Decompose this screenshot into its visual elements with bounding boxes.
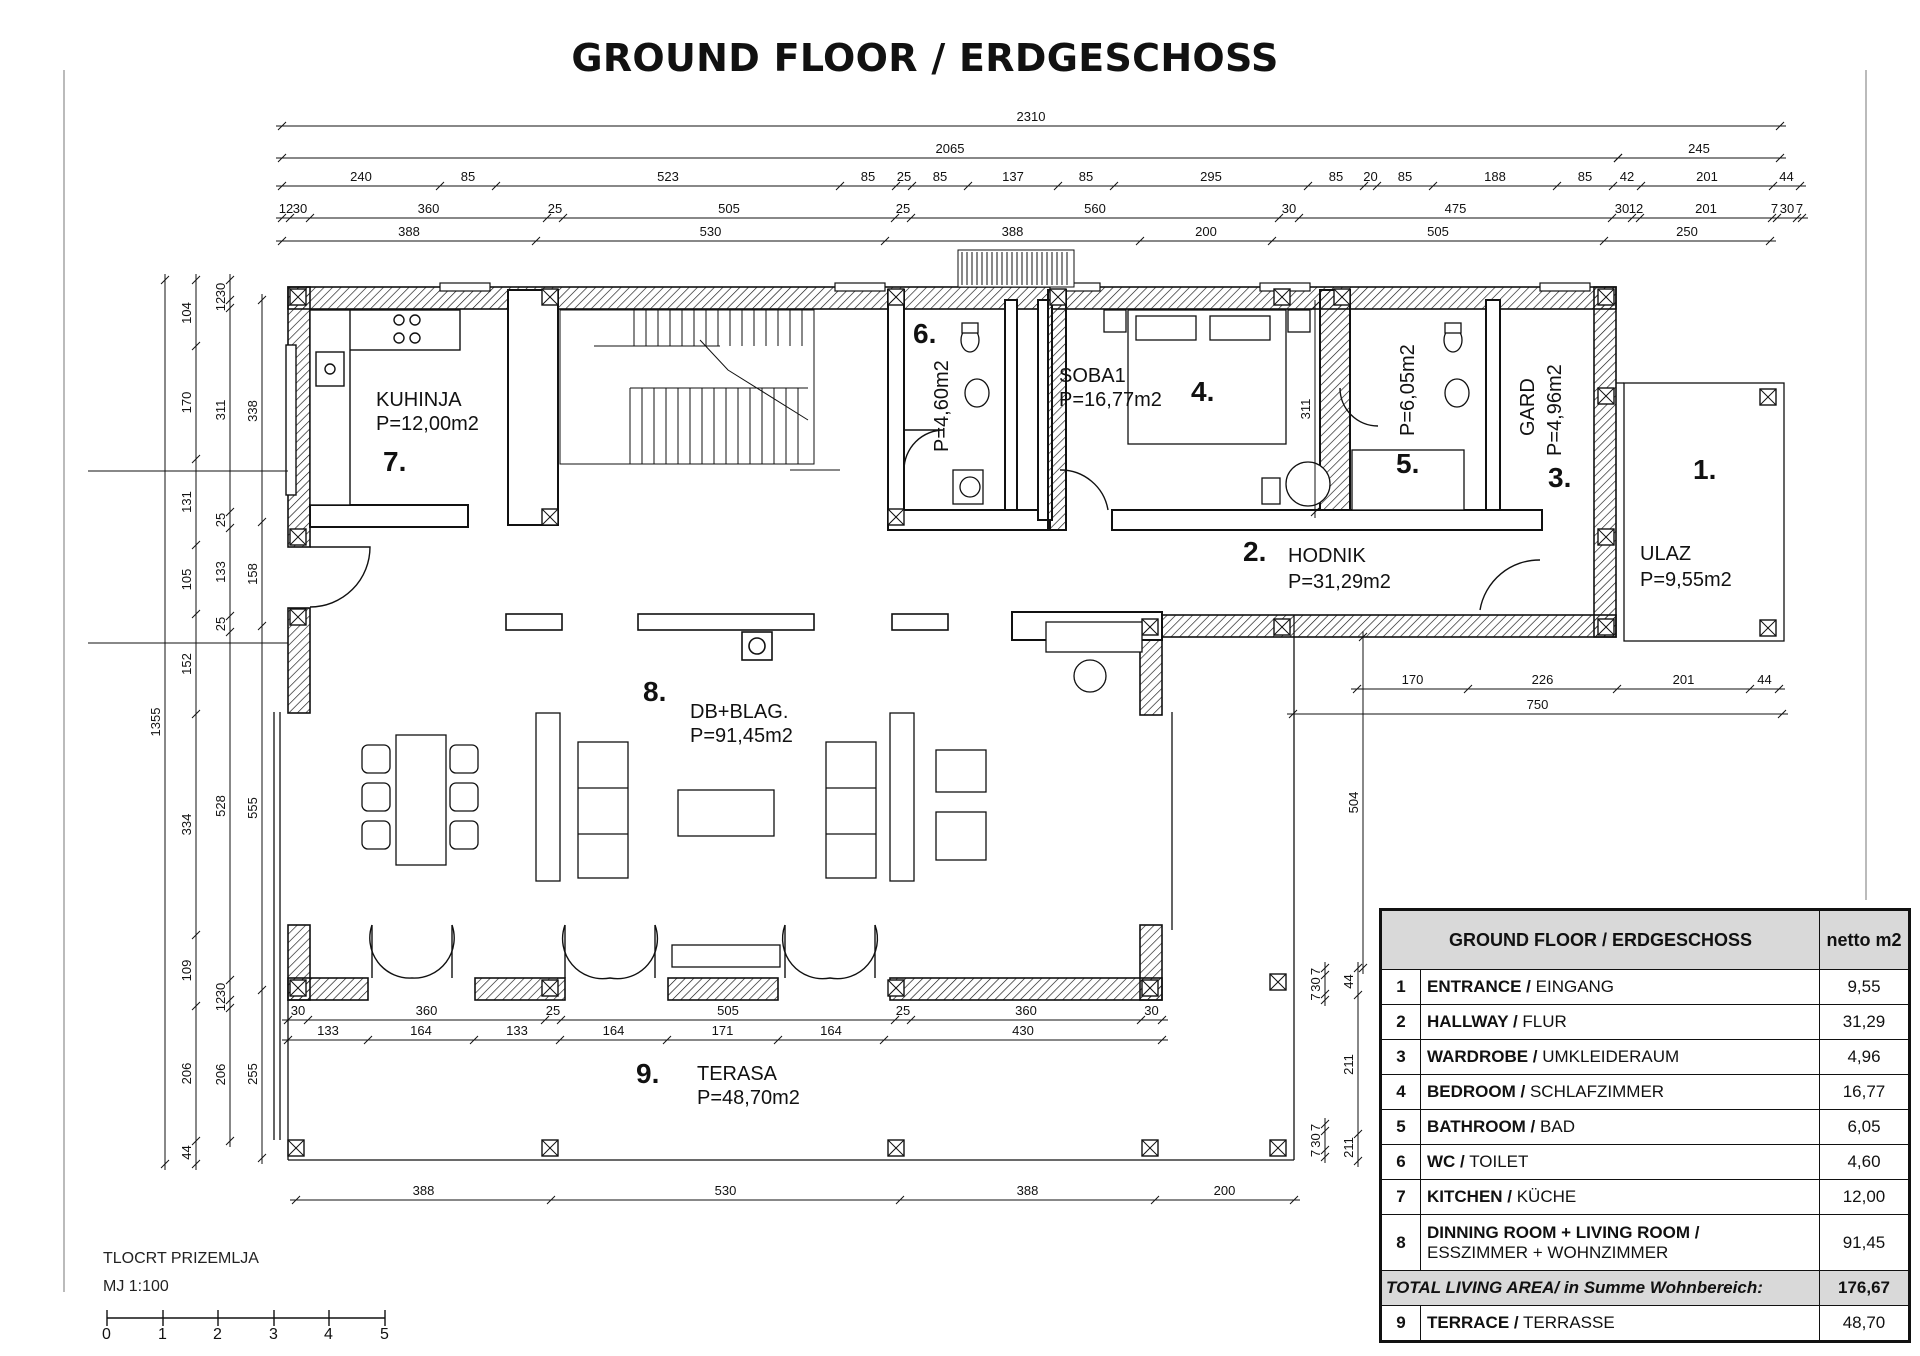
dimension-label: 12 <box>213 996 228 1012</box>
total-label: TOTAL LIVING AREA/ in Summe Wohnbereich: <box>1381 1271 1820 1306</box>
dimension-label: 360 <box>1015 1003 1037 1018</box>
dimension-label: 250 <box>1676 224 1698 239</box>
room-4-number: 4. <box>1191 376 1215 407</box>
row-name-de: EINGANG <box>1530 977 1615 996</box>
room-2-area: P=31,29m2 <box>1288 571 1391 593</box>
dimension-label: 170 <box>179 391 194 414</box>
row-number: 4 <box>1381 1075 1421 1110</box>
dimension-label: 30 <box>290 1003 306 1018</box>
row-name-en: WARDROBE / <box>1427 1047 1538 1066</box>
row-name-de: TOILET <box>1464 1152 1529 1171</box>
dimension-label: 388 <box>1016 1183 1039 1198</box>
dimension-label: 30 <box>213 282 228 298</box>
dimension-label: 133 <box>506 1023 528 1038</box>
row-value: 6,05 <box>1820 1110 1910 1145</box>
dimension-label: 164 <box>820 1023 842 1038</box>
living-room-beams <box>506 614 948 660</box>
row-number: 1 <box>1381 970 1421 1005</box>
room-5-area: P=6,05m2 <box>1397 344 1419 436</box>
table-row <box>1381 1075 1910 1110</box>
dimension-label: 206 <box>213 1063 228 1086</box>
dimension-label: 1355 <box>148 707 163 737</box>
table-header-title: GROUND FLOOR / ERDGESCHOSS <box>1381 910 1820 970</box>
dimension-label: 7 <box>1308 993 1323 1001</box>
dimension-label: 211 <box>1341 1137 1356 1158</box>
dimension-label: 7 <box>1308 1149 1323 1158</box>
room-2-number: 2. <box>1243 536 1267 567</box>
dimension-label: 505 <box>718 201 740 216</box>
scale-tick-2: 2 <box>213 1326 222 1343</box>
drawing-caption: TLOCRT PRIZEMLJA <box>103 1250 259 1267</box>
dimension-label: 30 <box>292 201 308 216</box>
dimension-label: 171 <box>711 1023 734 1038</box>
dimension-label: 334 <box>179 813 194 836</box>
row-name-en: TERRACE / <box>1427 1313 1519 1332</box>
row-name <box>1421 1215 1820 1271</box>
dimension-label: 25 <box>895 1003 911 1018</box>
row-number: 5 <box>1381 1110 1421 1145</box>
table-row <box>1381 1110 1910 1145</box>
dimension-label: 104 <box>179 302 194 324</box>
row-name-de: FLUR <box>1517 1012 1567 1031</box>
dimension-label: 85 <box>1078 169 1094 184</box>
row-number: 3 <box>1381 1040 1421 1075</box>
room-1-number: 1. <box>1693 454 1717 485</box>
dimension-label: 2310 <box>1016 109 1046 124</box>
row-number: 7 <box>1381 1180 1421 1215</box>
dimension-label: 200 <box>1195 224 1217 239</box>
room-8-area: P=91,45m2 <box>690 725 793 747</box>
scale-bar <box>107 1310 385 1326</box>
dimension-label: 311 <box>1298 398 1313 420</box>
dimension-label: 206 <box>179 1062 194 1085</box>
dimension-label: 30 <box>1308 977 1323 992</box>
row-name <box>1421 1005 1820 1040</box>
row-name-de: TERRASSE <box>1518 1313 1615 1332</box>
table-row <box>1381 1180 1910 1215</box>
row-name <box>1421 1075 1820 1110</box>
room-7-name: KUHINJA <box>376 389 462 411</box>
scale-tick-5: 5 <box>380 1326 389 1343</box>
dimension-label: 30 <box>1144 1003 1159 1018</box>
dimension-label: 338 <box>245 400 260 422</box>
dimension-label: 170 <box>1401 672 1424 687</box>
row-name-de: SCHLAFZIMMER <box>1525 1082 1665 1101</box>
row-name-en: HALLWAY / <box>1427 1012 1518 1031</box>
dimension-label: 295 <box>1200 169 1222 184</box>
dimension-label: 430 <box>1012 1023 1034 1038</box>
row-value: 4,96 <box>1820 1040 1910 1075</box>
dimension-label: 388 <box>1001 224 1024 239</box>
dimension-label: 131 <box>179 491 194 513</box>
row-number: 8 <box>1381 1215 1421 1271</box>
dimension-label: 30 <box>1779 201 1795 216</box>
dimension-label: 133 <box>213 561 228 583</box>
dimension-label: 30 <box>213 982 228 998</box>
table-row <box>1381 1005 1910 1040</box>
dimension-label: 528 <box>213 795 228 817</box>
room-8-number: 8. <box>643 676 667 707</box>
dimension-label: 25 <box>213 512 228 528</box>
row-name <box>1421 1040 1820 1075</box>
room-3-number: 3. <box>1548 462 1572 493</box>
dimension-label: 44 <box>1757 672 1772 687</box>
table-header-row <box>1381 910 1910 970</box>
dimension-label: 201 <box>1696 169 1718 184</box>
dimension-label: 44 <box>1779 169 1794 184</box>
dimension-label: 12 <box>213 296 228 312</box>
row-name-de: KÜCHE <box>1512 1187 1577 1206</box>
dimension-label: 42 <box>1619 169 1635 184</box>
dimension-label: 360 <box>417 201 440 216</box>
table-row <box>1381 1145 1910 1180</box>
dimension-label: 504 <box>1346 791 1361 814</box>
dimension-label: 7 <box>1308 1123 1323 1132</box>
room-9-name: TERASA <box>697 1063 778 1085</box>
row-name-de: UMKLEIDERAUM <box>1537 1047 1680 1066</box>
table-total-row <box>1381 1271 1910 1306</box>
dimension-label: 25 <box>545 1003 561 1018</box>
dimension-label: 20 <box>1363 169 1378 184</box>
dimension-label: 12 <box>278 201 294 216</box>
room-5-number: 5. <box>1396 448 1420 479</box>
row-number: 9 <box>1381 1306 1421 1342</box>
dimension-label: 226 <box>1531 672 1554 687</box>
drawing-scale-text: MJ 1:100 <box>103 1278 169 1295</box>
dimension-label: 30 <box>1308 1133 1323 1148</box>
dimension-label: 85 <box>1577 169 1593 184</box>
dimension-label: 25 <box>213 616 228 632</box>
row-value: 31,29 <box>1820 1005 1910 1040</box>
row-name-de: ESSZIMMER + WOHNZIMMER <box>1427 1242 1669 1262</box>
room-8-name: DB+BLAG. <box>690 701 789 723</box>
table-row <box>1381 1306 1910 1342</box>
dimension-label: 530 <box>714 1183 737 1198</box>
room-2-name: HODNIK <box>1288 545 1366 567</box>
room-9-area: P=48,70m2 <box>697 1087 800 1109</box>
dimension-label: 85 <box>860 169 876 184</box>
dimension-label: 109 <box>179 959 194 982</box>
area-table <box>1379 908 1911 1343</box>
staircase <box>560 310 840 470</box>
scale-tick-4: 4 <box>324 1326 333 1343</box>
row-name-en: BATHROOM / <box>1427 1117 1536 1136</box>
dimension-label: 388 <box>412 1183 435 1198</box>
row-name-de: BAD <box>1535 1117 1575 1136</box>
dimension-label: 152 <box>179 653 194 675</box>
row-name <box>1421 1306 1820 1342</box>
scale-tick-0: 0 <box>102 1326 111 1343</box>
living-furniture <box>362 622 1142 967</box>
entrance-porch <box>1616 383 1784 641</box>
dimension-label: 201 <box>1695 201 1717 216</box>
room-4-name: SOBA1 <box>1059 365 1126 387</box>
dimension-label: 388 <box>398 224 420 239</box>
room-9-number: 9. <box>636 1058 660 1089</box>
dimension-label: 188 <box>1484 169 1506 184</box>
dimension-label: 530 <box>699 224 722 239</box>
dimension-label: 158 <box>245 563 260 585</box>
dimension-label: 7 <box>1770 201 1779 216</box>
dimension-label: 85 <box>932 169 948 184</box>
dimension-label: 133 <box>317 1023 339 1038</box>
row-name-en: BEDROOM / <box>1427 1082 1526 1101</box>
dimension-label: 560 <box>1084 201 1106 216</box>
row-name-en: ENTRANCE / <box>1427 977 1531 996</box>
row-name <box>1421 1110 1820 1145</box>
row-name <box>1421 1180 1820 1215</box>
dimension-label: 7 <box>1308 967 1323 976</box>
dimension-label: 311 <box>213 399 228 421</box>
row-name-en: DINNING ROOM + LIVING ROOM / <box>1427 1222 1700 1242</box>
row-value: 91,45 <box>1820 1215 1910 1271</box>
dimension-label: 25 <box>547 201 563 216</box>
row-value: 9,55 <box>1820 970 1910 1005</box>
dimension-label: 137 <box>1002 169 1024 184</box>
dimension-label: 164 <box>602 1023 625 1038</box>
table-header-unit: netto m2 <box>1820 910 1910 970</box>
page-title: GROUND FLOOR / ERDGESCHOSS <box>571 36 1279 80</box>
scale-tick-3: 3 <box>269 1326 278 1343</box>
scale-tick-1: 1 <box>158 1326 167 1343</box>
dimension-label: 44 <box>179 1145 194 1160</box>
row-name-en: WC / <box>1427 1152 1465 1171</box>
room-1-area: P=9,55m2 <box>1640 569 1732 591</box>
dimension-label: 750 <box>1526 697 1549 712</box>
row-value: 16,77 <box>1820 1075 1910 1110</box>
room-1-name: ULAZ <box>1640 543 1692 565</box>
room-7-number: 7. <box>383 446 407 477</box>
room-3-area: P=4,96m2 <box>1544 364 1566 456</box>
row-number: 2 <box>1381 1005 1421 1040</box>
dimension-label: 555 <box>245 797 260 819</box>
dimension-label: 30 <box>1281 201 1297 216</box>
room-6-area: P=4,60m2 <box>931 360 953 452</box>
table-row <box>1381 970 1910 1005</box>
dimension-label: 505 <box>717 1003 739 1018</box>
dimension-label: 85 <box>460 169 476 184</box>
dimension-label: 7 <box>1795 201 1804 216</box>
total-value: 176,67 <box>1820 1271 1910 1306</box>
dimension-label: 164 <box>410 1023 432 1038</box>
dimension-label: 240 <box>350 169 372 184</box>
dimension-label: 85 <box>1397 169 1413 184</box>
row-name <box>1421 970 1820 1005</box>
dimension-label: 523 <box>657 169 679 184</box>
dimension-label: 200 <box>1213 1183 1236 1198</box>
dimension-label: 85 <box>1328 169 1344 184</box>
dimension-label: 475 <box>1444 201 1467 216</box>
dimension-label: 44 <box>1341 974 1356 989</box>
dimension-label: 30 <box>1614 201 1630 216</box>
table-row <box>1381 1040 1910 1075</box>
room-3-name: GARD <box>1517 378 1539 436</box>
row-name-en: KITCHEN / <box>1427 1187 1512 1206</box>
row-value: 48,70 <box>1820 1306 1910 1342</box>
room-6-number: 6. <box>913 318 937 349</box>
dimension-label: 211 <box>1341 1054 1356 1075</box>
room-7-area: P=12,00m2 <box>376 413 479 435</box>
room-4-area: P=16,77m2 <box>1059 389 1162 411</box>
dimension-label: 505 <box>1427 224 1449 239</box>
dimension-label: 360 <box>415 1003 438 1018</box>
dimension-label: 25 <box>896 169 912 184</box>
dimension-label: 201 <box>1672 672 1695 687</box>
dimension-label: 255 <box>245 1063 260 1085</box>
table-row <box>1381 1215 1910 1271</box>
dimension-label: 2065 <box>935 141 965 156</box>
row-name <box>1421 1145 1820 1180</box>
row-value: 12,00 <box>1820 1180 1910 1215</box>
chimney <box>958 250 1074 287</box>
dimension-label: 25 <box>895 201 911 216</box>
dimension-label: 12 <box>1628 201 1644 216</box>
dimension-label: 245 <box>1688 141 1710 156</box>
row-number: 6 <box>1381 1145 1421 1180</box>
row-value: 4,60 <box>1820 1145 1910 1180</box>
dimension-label: 105 <box>179 568 194 591</box>
